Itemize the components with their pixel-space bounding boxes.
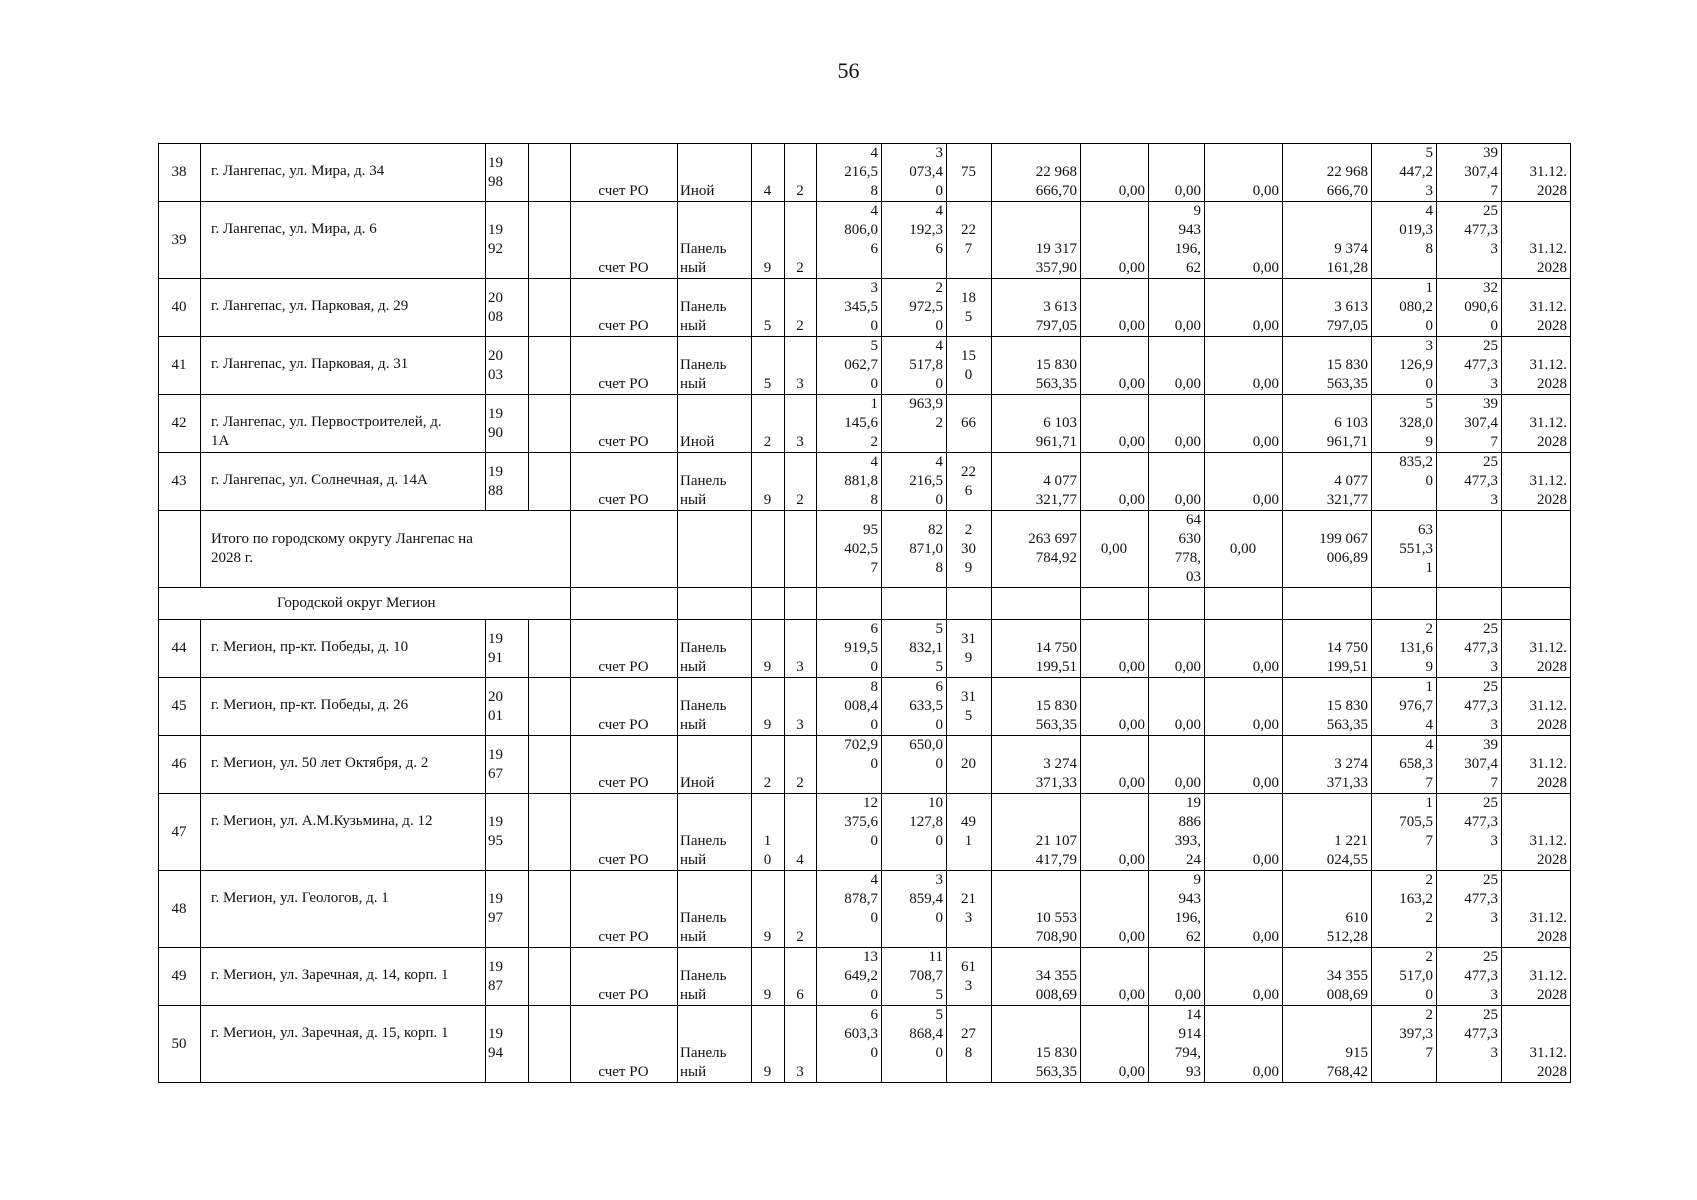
cell-address: г. Лангепас, ул. Мира, д. 6: [201, 202, 486, 279]
cell-res: 20: [947, 736, 992, 794]
cell-date: 31.12. 2028: [1502, 794, 1571, 871]
cell-total: 3 274 371,33: [992, 736, 1081, 794]
cell-f1: 0,00: [1081, 678, 1149, 736]
cell-year: 19 97: [486, 871, 529, 948]
cell-address: г. Лангепас, ул. Мира, д. 34: [201, 144, 486, 202]
cell-address: г. Мегион, пр-кт. Победы, д. 10: [201, 620, 486, 678]
cell-res: 22 7: [947, 202, 992, 279]
cell-year: 20 01: [486, 678, 529, 736]
table-row: [159, 144, 1571, 202]
cell-f2: 0,00: [1149, 620, 1205, 678]
cell-date: 31.12. 2028: [1502, 337, 1571, 395]
cell-a1: 1 145,6 2: [817, 395, 882, 453]
cell-address: г. Мегион, ул. Заречная, д. 14, корп. 1: [201, 948, 486, 1006]
cell-p2: 25 477,3 3: [1437, 202, 1502, 279]
cell-f1: 0,00: [1081, 948, 1149, 1006]
cell-res: 21 3: [947, 871, 992, 948]
cell-entr: 3: [785, 395, 817, 453]
cell-res: 27 8: [947, 1006, 992, 1083]
cell-date: 31.12. 2028: [1502, 948, 1571, 1006]
cell-a1: 13 649,2 0: [817, 948, 882, 1006]
cell-floors: 9: [752, 620, 785, 678]
cell-a1: 6 919,5 0: [817, 620, 882, 678]
cell-floors: 2: [752, 395, 785, 453]
cell-year: 19 87: [486, 948, 529, 1006]
page-number: 56: [837, 58, 860, 83]
cell-p1: 4 658,3 7: [1372, 736, 1437, 794]
cell-wall: Иной: [678, 144, 752, 202]
cell-total: 4 077 321,77: [992, 453, 1081, 511]
cell-p1: 4 019,3 8: [1372, 202, 1437, 279]
cell-res: 66: [947, 395, 992, 453]
cell-year: 20 08: [486, 279, 529, 337]
cell-entr: 2: [785, 279, 817, 337]
table-row: [159, 794, 1571, 871]
cell-f1: 0,00: [1081, 337, 1149, 395]
cell-wall: Панель ный: [678, 1006, 752, 1083]
table-row: [159, 1006, 1571, 1083]
cell-year: 20 03: [486, 337, 529, 395]
cell-floors: 9: [752, 1006, 785, 1083]
capital-repair-table: [158, 143, 1571, 1083]
cell-p1: 2 517,0 0: [1372, 948, 1437, 1006]
cell-a1: 12 375,6 0: [817, 794, 882, 871]
cell-n: 40: [159, 279, 201, 337]
cell-a1: 4 881,8 8: [817, 453, 882, 511]
cell-f4: 915 768,42: [1283, 1006, 1372, 1083]
cell-entr: 2: [785, 453, 817, 511]
cell-c4: [529, 144, 571, 202]
cell-f4: 610 512,28: [1283, 871, 1372, 948]
cell-fund: счет РО: [571, 736, 678, 794]
cell-f1: 0,00: [1081, 620, 1149, 678]
cell-address: г. Мегион, ул. Геологов, д. 1: [201, 871, 486, 948]
cell-p1: 5 447,2 3: [1372, 144, 1437, 202]
cell-f4: 9 374 161,28: [1283, 202, 1372, 279]
cell-res: 75: [947, 144, 992, 202]
cell-n: 45: [159, 678, 201, 736]
cell-f4: 14 750 199,51: [1283, 620, 1372, 678]
cell-total: 15 830 563,35: [992, 1006, 1081, 1083]
cell-c4: [529, 871, 571, 948]
cell-n: 48: [159, 871, 201, 948]
cell-p1: 1 705,5 7: [1372, 794, 1437, 871]
cell-f2: 14 914 794, 93: [1149, 1006, 1205, 1083]
cell-f3: 0,00: [1205, 620, 1283, 678]
cell-total: 21 107 417,79: [992, 794, 1081, 871]
cell-f2: 9 943 196, 62: [1149, 871, 1205, 948]
cell-wall: Панель ный: [678, 948, 752, 1006]
table-row: [159, 736, 1571, 794]
cell-entr: 4: [785, 794, 817, 871]
cell-a2: 11 708,7 5: [882, 948, 947, 1006]
cell-f1: 0,00: [1081, 453, 1149, 511]
cell-address: г. Мегион, ул. А.М.Кузьмина, д. 12: [201, 794, 486, 871]
cell-f3: 0,00: [1205, 1006, 1283, 1083]
cell-res: 15 0: [947, 337, 992, 395]
cell-entr: 3: [785, 620, 817, 678]
cell-total: 3 613 797,05: [992, 279, 1081, 337]
cell-a2: 3 859,4 0: [882, 871, 947, 948]
cell-res: 31 9: [947, 620, 992, 678]
cell-f2: 0,00: [1149, 144, 1205, 202]
table-row: [159, 871, 1571, 948]
cell-total: 34 355 008,69: [992, 948, 1081, 1006]
cell-n: 50: [159, 1006, 201, 1083]
cell-floors: 9: [752, 871, 785, 948]
cell-p1: 3 126,9 0: [1372, 337, 1437, 395]
cell-wall: Панель ный: [678, 620, 752, 678]
cell-date: 31.12. 2028: [1502, 395, 1571, 453]
cell-f1: 0,00: [1081, 736, 1149, 794]
cell-entr: 3: [785, 678, 817, 736]
cell-fund: счет РО: [571, 794, 678, 871]
cell-p2: 39 307,4 7: [1437, 144, 1502, 202]
cell-address: г. Лангепас, ул. Парковая, д. 31: [201, 337, 486, 395]
cell-address: г. Мегион, ул. 50 лет Октября, д. 2: [201, 736, 486, 794]
cell-f2: 0,00: [1149, 678, 1205, 736]
cell-c4: [529, 736, 571, 794]
cell-date: 31.12. 2028: [1502, 678, 1571, 736]
cell-a1: 5 062,7 0: [817, 337, 882, 395]
table-row: [159, 337, 1571, 395]
cell-f1: 0,00: [1081, 1006, 1149, 1083]
cell-year: 19 67: [486, 736, 529, 794]
cell-year: 19 90: [486, 395, 529, 453]
cell-f2: 0,00: [1149, 948, 1205, 1006]
cell-fund: счет РО: [571, 202, 678, 279]
cell-year: 19 88: [486, 453, 529, 511]
cell-n: 38: [159, 144, 201, 202]
cell-a2: 4 216,5 0: [882, 453, 947, 511]
cell-a2: 6 633,5 0: [882, 678, 947, 736]
cell-f3: 0,00: [1205, 736, 1283, 794]
cell-date: 31.12. 2028: [1502, 144, 1571, 202]
cell-wall: Панель ный: [678, 279, 752, 337]
cell-p2: 25 477,3 3: [1437, 794, 1502, 871]
cell-a1: 6 603,3 0: [817, 1006, 882, 1083]
cell-total: 19 317 357,90: [992, 202, 1081, 279]
cell-a2: 3 073,4 0: [882, 144, 947, 202]
cell-p2: 32 090,6 0: [1437, 279, 1502, 337]
cell-entr: 3: [785, 1006, 817, 1083]
cell-fund: счет РО: [571, 395, 678, 453]
cell-f2: 0,00: [1149, 453, 1205, 511]
cell-p1: 2 397,3 7: [1372, 1006, 1437, 1083]
section-header: [159, 588, 1571, 620]
cell-total: 6 103 961,71: [992, 395, 1081, 453]
cell-address: г. Лангепас, ул. Парковая, д. 29: [201, 279, 486, 337]
cell-p2: 25 477,3 3: [1437, 337, 1502, 395]
cell-f1: 0,00: [1081, 144, 1149, 202]
cell-f3: 0,00: [1205, 678, 1283, 736]
cell-f1: 0,00: [1081, 202, 1149, 279]
cell-f3: 0,00: [1205, 453, 1283, 511]
cell-floors: 5: [752, 337, 785, 395]
cell-total: 15 830 563,35: [992, 678, 1081, 736]
cell-c4: [529, 794, 571, 871]
cell-total: 15 830 563,35: [992, 337, 1081, 395]
cell-f4: 15 830 563,35: [1283, 337, 1372, 395]
table-row: [159, 453, 1571, 511]
cell-entr: 2: [785, 736, 817, 794]
cell-c4: [529, 337, 571, 395]
cell-a2: 5 868,4 0: [882, 1006, 947, 1083]
cell-c4: [529, 395, 571, 453]
cell-a2: 963,9 2: [882, 395, 947, 453]
cell-date: 31.12. 2028: [1502, 871, 1571, 948]
cell-f4: 6 103 961,71: [1283, 395, 1372, 453]
cell-fund: счет РО: [571, 678, 678, 736]
cell-f2: 0,00: [1149, 395, 1205, 453]
cell-date: 31.12. 2028: [1502, 1006, 1571, 1083]
cell-total: 10 553 708,90: [992, 871, 1081, 948]
cell-a1: 4 878,7 0: [817, 871, 882, 948]
total-row: Итого по городскому округу Лангепас на 2028 г. 95 402,5 7 82 871,0 8 2 30 9 263 697 784,92 0,00 64 630 778, 03 0,00 199 067 006,89 63 551,3 1: [159, 511, 1571, 588]
table-row: [159, 678, 1571, 736]
cell-f1: 0,00: [1081, 871, 1149, 948]
cell-wall: Панель ный: [678, 202, 752, 279]
cell-floors: 9: [752, 453, 785, 511]
cell-wall: Панель ный: [678, 453, 752, 511]
cell-a1: 4 806,0 6: [817, 202, 882, 279]
cell-p2: 25 477,3 3: [1437, 1006, 1502, 1083]
cell-f1: 0,00: [1081, 395, 1149, 453]
cell-n: 39: [159, 202, 201, 279]
cell-p1: 835,2 0: [1372, 453, 1437, 511]
cell-f4: 1 221 024,55: [1283, 794, 1372, 871]
cell-fund: счет РО: [571, 1006, 678, 1083]
cell-f3: 0,00: [1205, 144, 1283, 202]
cell-f4: 4 077 321,77: [1283, 453, 1372, 511]
cell-c4: [529, 202, 571, 279]
cell-fund: счет РО: [571, 337, 678, 395]
cell-p1: 2 163,2 2: [1372, 871, 1437, 948]
cell-floors: 2: [752, 736, 785, 794]
cell-p1: 2 131,6 9: [1372, 620, 1437, 678]
cell-address: г. Лангепас, ул. Первостроителей, д. 1А: [201, 395, 486, 453]
cell-n: 44: [159, 620, 201, 678]
cell-fund: счет РО: [571, 620, 678, 678]
cell-fund: счет РО: [571, 948, 678, 1006]
cell-f2: 9 943 196, 62: [1149, 202, 1205, 279]
cell-p1: 1 080,2 0: [1372, 279, 1437, 337]
cell-floors: 4: [752, 144, 785, 202]
table-row: [159, 620, 1571, 678]
cell-year: 19 91: [486, 620, 529, 678]
cell-f2: 0,00: [1149, 337, 1205, 395]
cell-c4: [529, 1006, 571, 1083]
cell-n: 42: [159, 395, 201, 453]
cell-wall: Панель ный: [678, 337, 752, 395]
cell-entr: 2: [785, 144, 817, 202]
cell-c4: [529, 678, 571, 736]
cell-year: 19 95: [486, 794, 529, 871]
cell-entr: 2: [785, 202, 817, 279]
cell-c4: [529, 620, 571, 678]
cell-wall: Иной: [678, 736, 752, 794]
table-row: [159, 279, 1571, 337]
cell-year: 19 98: [486, 144, 529, 202]
cell-floors: 1 0: [752, 794, 785, 871]
cell-year: 19 94: [486, 1006, 529, 1083]
cell-a1: 3 345,5 0: [817, 279, 882, 337]
cell-date: 31.12. 2028: [1502, 453, 1571, 511]
table-row: [159, 202, 1571, 279]
cell-res: 49 1: [947, 794, 992, 871]
cell-entr: 2: [785, 871, 817, 948]
cell-p2: 25 477,3 3: [1437, 871, 1502, 948]
cell-res: 18 5: [947, 279, 992, 337]
cell-p2: 39 307,4 7: [1437, 395, 1502, 453]
cell-n: 46: [159, 736, 201, 794]
cell-p1: 5 328,0 9: [1372, 395, 1437, 453]
cell-floors: 9: [752, 202, 785, 279]
cell-floors: 9: [752, 948, 785, 1006]
cell-total: 22 968 666,70: [992, 144, 1081, 202]
cell-floors: 5: [752, 279, 785, 337]
cell-wall: Панель ный: [678, 678, 752, 736]
cell-f1: 0,00: [1081, 279, 1149, 337]
cell-f4: 34 355 008,69: [1283, 948, 1372, 1006]
cell-a1: 702,9 0: [817, 736, 882, 794]
cell-floors: 9: [752, 678, 785, 736]
total-label: Итого по городскому округу Лангепас на 2028 г.: [201, 511, 571, 588]
section-title: Городской округ Мегион: [159, 588, 571, 620]
cell-date: 31.12. 2028: [1502, 202, 1571, 279]
cell-address: г. Мегион, пр-кт. Победы, д. 26: [201, 678, 486, 736]
cell-c4: [529, 279, 571, 337]
cell-p2: 25 477,3 3: [1437, 678, 1502, 736]
cell-p2: 25 477,3 3: [1437, 453, 1502, 511]
cell-date: 31.12. 2028: [1502, 279, 1571, 337]
cell-f4: 3 274 371,33: [1283, 736, 1372, 794]
cell-wall: Панель ный: [678, 794, 752, 871]
cell-address: г. Мегион, ул. Заречная, д. 15, корп. 1: [201, 1006, 486, 1083]
cell-f3: 0,00: [1205, 279, 1283, 337]
cell-f2: 0,00: [1149, 279, 1205, 337]
cell-f2: 19 886 393, 24: [1149, 794, 1205, 871]
cell-year: 19 92: [486, 202, 529, 279]
cell-f1: 0,00: [1081, 794, 1149, 871]
cell-f3: 0,00: [1205, 337, 1283, 395]
cell-entr: 6: [785, 948, 817, 1006]
cell-f4: 3 613 797,05: [1283, 279, 1372, 337]
cell-a2: 10 127,8 0: [882, 794, 947, 871]
cell-a2: 4 517,8 0: [882, 337, 947, 395]
cell-p2: 25 477,3 3: [1437, 948, 1502, 1006]
cell-a1: 8 008,4 0: [817, 678, 882, 736]
cell-wall: Панель ный: [678, 871, 752, 948]
cell-n: 47: [159, 794, 201, 871]
cell-wall: Иной: [678, 395, 752, 453]
cell-f3: 0,00: [1205, 948, 1283, 1006]
cell-f3: 0,00: [1205, 202, 1283, 279]
cell-entr: 3: [785, 337, 817, 395]
cell-p2: 25 477,3 3: [1437, 620, 1502, 678]
cell-a2: 5 832,1 5: [882, 620, 947, 678]
cell-n: 41: [159, 337, 201, 395]
cell-fund: счет РО: [571, 871, 678, 948]
cell-a2: 650,0 0: [882, 736, 947, 794]
cell-f3: 0,00: [1205, 794, 1283, 871]
cell-date: 31.12. 2028: [1502, 620, 1571, 678]
cell-p2: 39 307,4 7: [1437, 736, 1502, 794]
cell-a2: 4 192,3 6: [882, 202, 947, 279]
cell-address: г. Лангепас, ул. Солнечная, д. 14А: [201, 453, 486, 511]
cell-res: 31 5: [947, 678, 992, 736]
cell-total: 14 750 199,51: [992, 620, 1081, 678]
cell-res: 61 3: [947, 948, 992, 1006]
cell-fund: счет РО: [571, 453, 678, 511]
cell-date: 31.12. 2028: [1502, 736, 1571, 794]
cell-f3: 0,00: [1205, 395, 1283, 453]
cell-f2: 0,00: [1149, 736, 1205, 794]
table-row: [159, 948, 1571, 1006]
table-row: [159, 395, 1571, 453]
cell-c4: [529, 948, 571, 1006]
cell-f4: 15 830 563,35: [1283, 678, 1372, 736]
cell-f4: 22 968 666,70: [1283, 144, 1372, 202]
cell-res: 22 6: [947, 453, 992, 511]
cell-fund: счет РО: [571, 279, 678, 337]
cell-f3: 0,00: [1205, 871, 1283, 948]
cell-n: 49: [159, 948, 201, 1006]
cell-p1: 1 976,7 4: [1372, 678, 1437, 736]
cell-n: 43: [159, 453, 201, 511]
cell-fund: счет РО: [571, 144, 678, 202]
cell-a2: 2 972,5 0: [882, 279, 947, 337]
cell-a1: 4 216,5 8: [817, 144, 882, 202]
cell-c4: [529, 453, 571, 511]
